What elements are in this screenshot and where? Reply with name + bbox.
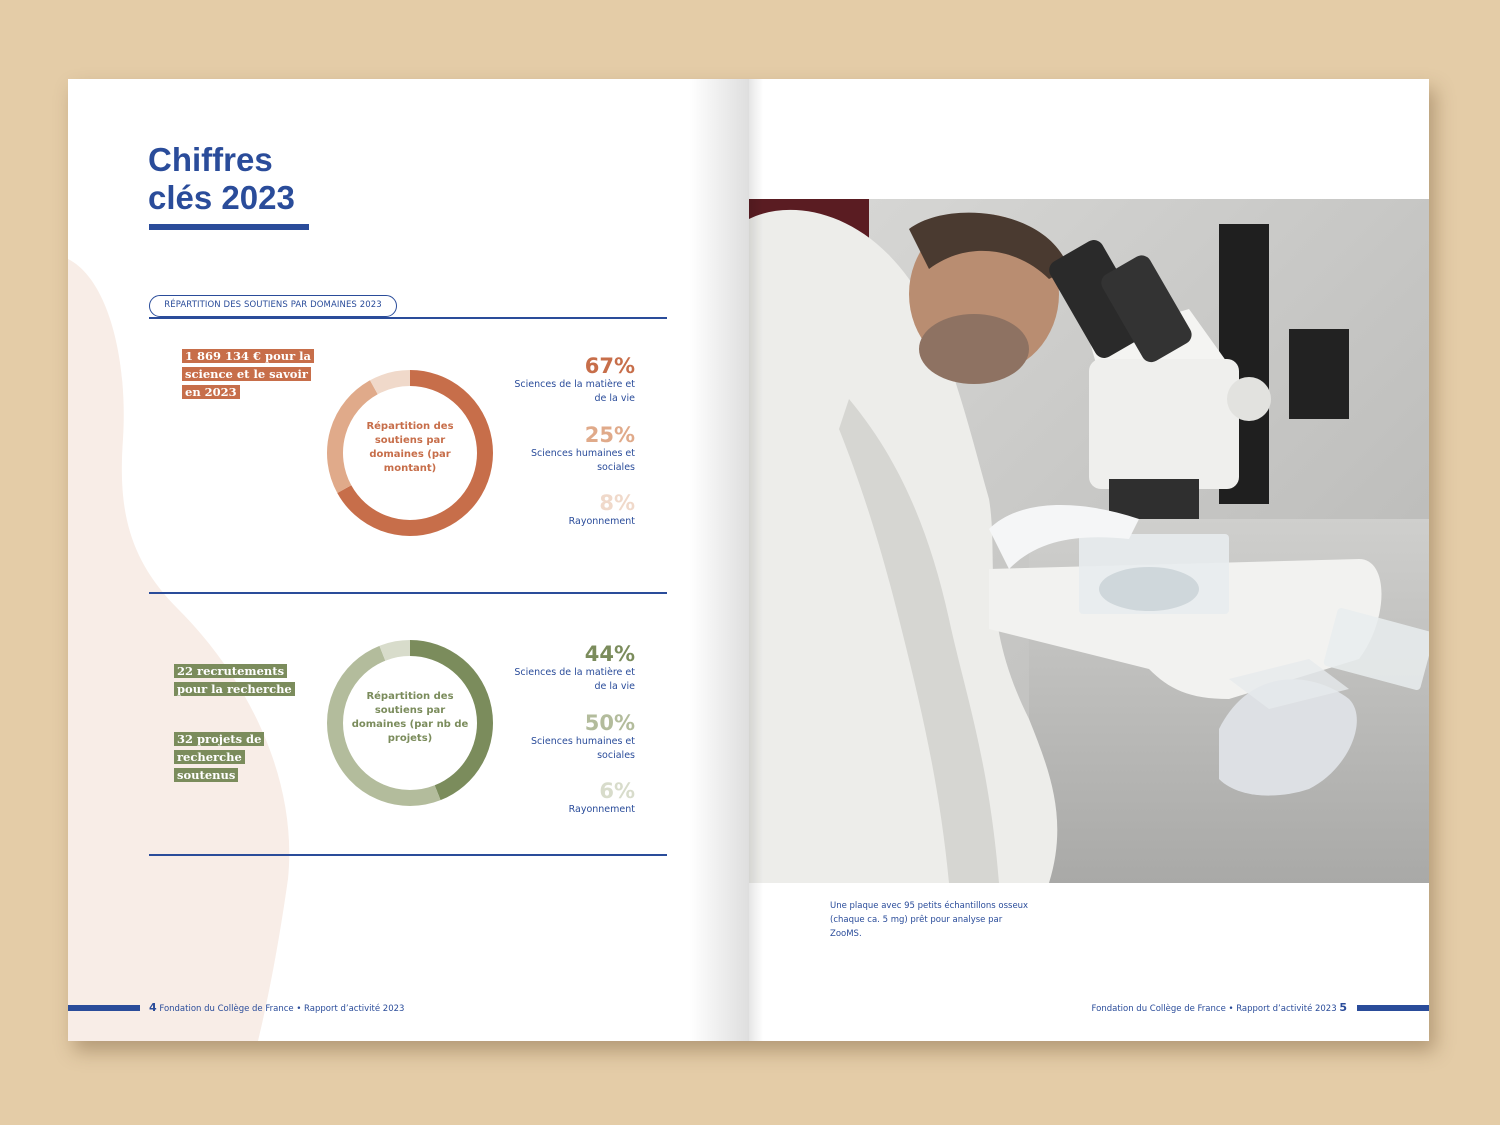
recruitment-tag-text: 22 recrutements pour la recherche	[174, 664, 295, 696]
pct-label: 50%	[584, 711, 635, 735]
title-line-1: Chiffres	[148, 141, 273, 178]
footer-label: Fondation du Collège de France • Rapport d’activité 2023	[1091, 1004, 1337, 1014]
donut-slice-rayonnement	[382, 648, 410, 653]
title-line-2: clés 2023	[148, 179, 295, 216]
category-label: Rayonnement	[568, 804, 635, 815]
funding-tag	[182, 347, 322, 401]
category-label: Rayonnement	[568, 516, 635, 527]
donut-center-label-projects: Répartition des soutiens par domaines (par nb de projets)	[351, 691, 469, 744]
category-label: Sciences de la matière et de la vie	[514, 379, 635, 404]
stat-amount-sciences-matiere	[505, 354, 635, 405]
category-label: Sciences humaines et sociales	[531, 736, 635, 761]
page-title	[148, 141, 295, 217]
title-underline	[149, 224, 309, 230]
category-label: Sciences de la matière et de la vie	[514, 667, 635, 692]
donut-slice-rayonnement	[374, 378, 410, 387]
divider-middle	[149, 592, 667, 594]
footer-right	[1092, 1001, 1347, 1014]
funding-tag-text: 1 869 134 € pour la science et le savoir en 2023	[182, 349, 314, 399]
footer-bar-right	[1357, 1005, 1429, 1011]
donut-center-label-amount: Répartition des soutiens par domaines (par montant)	[366, 421, 454, 474]
gutter-shadow	[689, 79, 749, 1041]
pct-label: 8%	[599, 491, 635, 515]
stat-projects-sciences-humaines	[505, 711, 635, 762]
footer-left	[149, 1001, 404, 1014]
category-label: Sciences humaines et sociales	[531, 448, 635, 473]
stat-amount-sciences-humaines	[505, 423, 635, 474]
projects-tag	[174, 730, 299, 784]
pct-label: 44%	[584, 642, 635, 666]
page-number: 4	[149, 1001, 157, 1014]
donut-chart-projects	[325, 638, 495, 808]
section-pill: RÉPARTITION DES SOUTIENS PAR DOMAINES 2023	[149, 295, 397, 317]
footer-label: Fondation du Collège de France • Rapport d’activité 2023	[159, 1004, 405, 1014]
footer-bar-left	[68, 1005, 140, 1011]
photo-caption: Une plaque avec 95 petits échantillons osseux (chaque ca. 5 mg) prêt pour analyse par ZooMS.	[830, 901, 1029, 939]
report-spread	[68, 79, 1429, 1041]
divider-bottom	[149, 854, 667, 856]
divider-top	[149, 317, 667, 319]
projects-tag-text: 32 projets de recherche soutenus	[174, 732, 264, 782]
stat-amount-rayonnement	[505, 491, 635, 529]
left-page	[68, 79, 749, 1041]
stat-projects-rayonnement	[505, 779, 635, 817]
microscope-scientist-photo	[749, 199, 1429, 883]
pct-label: 6%	[599, 779, 635, 803]
pct-label: 67%	[584, 354, 635, 378]
page-number: 5	[1339, 1001, 1347, 1014]
pct-label: 25%	[584, 423, 635, 447]
donut-chart-amount	[325, 368, 495, 538]
stat-projects-sciences-matiere	[505, 642, 635, 693]
right-page	[749, 79, 1429, 1041]
recruitment-tag	[174, 662, 299, 698]
